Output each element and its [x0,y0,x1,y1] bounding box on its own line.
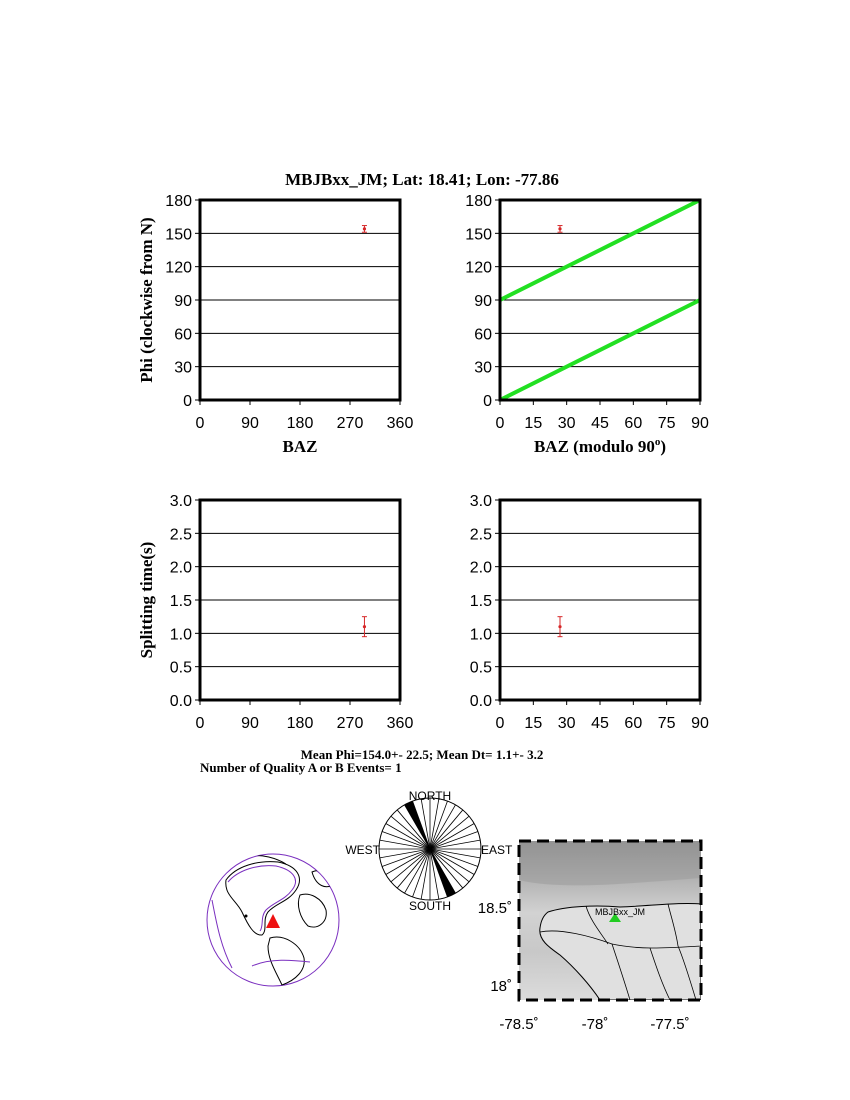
x-tick-label: 60 [624,715,643,732]
x-axis-label: BAZ [282,437,318,456]
y-tick-label: 120 [465,259,492,277]
x-tick-label: 90 [241,715,259,732]
regional-map [478,841,701,1033]
x-tick-label: 15 [524,415,543,432]
y-tick-label: 30 [174,359,192,377]
station-dot [245,915,248,918]
x-tick-label: 75 [657,415,676,432]
x-tick-label: 45 [591,415,609,432]
y-tick-label: 180 [165,193,192,210]
x-tick-label: 180 [286,415,314,432]
data-point [363,625,366,628]
y-tick-label: 2.0 [469,559,492,577]
y-tick-label: 1.0 [169,626,192,644]
y-tick-label: 60 [474,326,492,344]
x-tick-label: 90 [691,715,709,732]
rose-label-east: EAST [481,843,513,857]
y-tick-label: 2.5 [469,526,492,544]
x-tick-label: 90 [691,415,709,432]
rose-label-north: NORTH [408,789,452,803]
rose-diagram [345,789,513,913]
y-tick-label: 0 [483,393,492,410]
lat-tick-label: 18.5˚ [477,900,512,917]
x-axis-label-superscript: o [654,436,661,448]
lon-tick-label: -77.5˚ [650,1016,690,1033]
y-tick-label: 0.0 [469,693,492,710]
data-point [558,227,561,230]
x-axis-label [534,436,666,456]
x-tick-label: 60 [624,415,643,432]
x-tick-label: 180 [286,715,314,732]
lat-tick-label: 18˚ [490,978,512,995]
y-tick-label: 1.0 [469,626,492,644]
y-tick-label: 3.0 [169,493,192,510]
panel-dt-vs-baz-mod90 [470,493,709,732]
globe-map [207,854,339,986]
x-axis-label-main: BAZ (modulo 90 [533,437,655,456]
y-tick-label: 0.5 [469,659,492,677]
y-axis-label: Phi (clockwise from N) [137,217,156,383]
y-tick-label: 90 [174,293,192,310]
summary-count: Number of Quality A or B Events= 1 [200,760,402,775]
x-tick-label: 0 [495,415,505,432]
y-tick-label: 30 [474,359,492,377]
x-tick-label: 90 [241,415,259,432]
station-label: MBJBxx_JM [594,907,646,917]
x-tick-label: 45 [591,715,609,732]
panel-phi-vs-baz-mod90 [465,193,709,456]
panel-phi-vs-baz [137,193,413,456]
data-point [558,625,561,628]
y-tick-label: 120 [165,259,192,277]
x-tick-label: 15 [524,715,543,732]
y-tick-label: 1.5 [169,593,192,610]
y-tick-label: 150 [165,226,192,244]
x-axis-label-end: ) [660,437,667,456]
x-tick-label: 0 [195,415,205,432]
rose-label-west: WEST [345,843,380,857]
x-tick-label: 30 [557,415,576,432]
y-tick-label: 180 [465,193,492,210]
figure-title: MBJBxx_JM; Lat: 18.41; Lon: -77.86 [285,170,559,189]
y-tick-label: 0 [183,393,192,410]
x-tick-label: 0 [195,715,205,732]
data-point [363,227,366,230]
y-tick-label: 0.0 [169,693,192,710]
map-shaded-terrain [519,841,701,885]
y-tick-label: 150 [465,226,492,244]
guide-line [500,200,700,300]
y-tick-label: 0.5 [169,659,192,677]
x-tick-label: 270 [336,715,364,732]
rose-label-south: SOUTH [409,899,451,913]
y-tick-label: 2.5 [169,526,192,544]
y-tick-label: 2.0 [169,559,192,577]
y-tick-label: 90 [474,293,492,310]
lon-tick-label: -78˚ [581,1016,609,1033]
guide-line [500,300,700,400]
lon-tick-label: -78.5˚ [499,1016,539,1033]
y-axis-label: Splitting time(s) [137,541,156,659]
x-tick-label: 270 [336,415,364,432]
x-tick-label: 75 [657,715,676,732]
x-tick-label: 360 [386,715,414,732]
x-tick-label: 0 [495,715,505,732]
y-tick-label: 1.5 [469,593,492,610]
y-tick-label: 3.0 [469,493,492,510]
x-tick-label: 360 [386,415,414,432]
summary-mean: Mean Phi=154.0+- 22.5; Mean Dt= 1.1+- 3.2 [300,747,544,762]
y-tick-label: 60 [174,326,192,344]
x-tick-label: 30 [557,715,576,732]
panel-dt-vs-baz [137,493,413,732]
